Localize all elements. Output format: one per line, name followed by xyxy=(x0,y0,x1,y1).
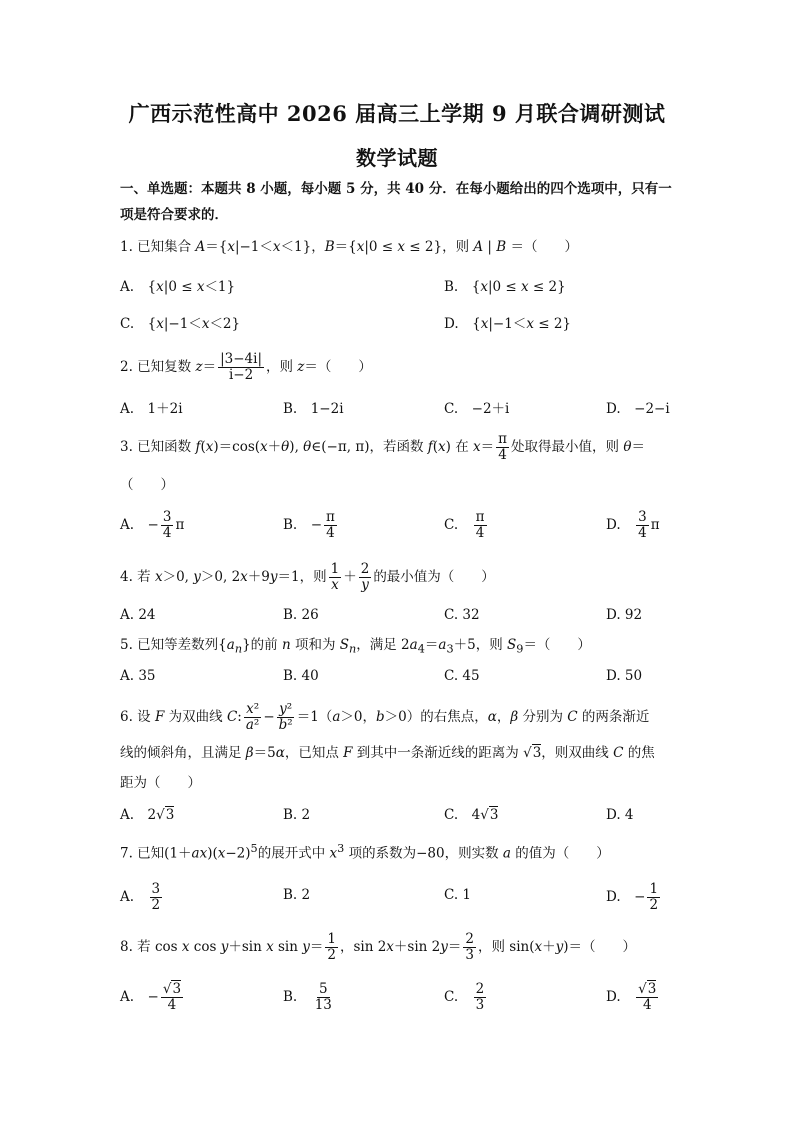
q4-option-a: A. 24 xyxy=(120,607,156,623)
q3-option-c: C. $\frac{\pi}{4}$ xyxy=(444,509,485,541)
q4-option-c: C. 32 xyxy=(444,607,480,623)
q2-option-d: D. −2−i xyxy=(606,401,670,417)
question-5: 5. 已知等差数列$\{a_n\}$的前 n 项和为 $S_n$，满足 $2a_4=a_3+5$，则 $S_9=$（ ） xyxy=(120,637,591,656)
q6-option-d: D. 4 xyxy=(606,807,634,823)
q5-option-b: B. 40 xyxy=(283,668,319,684)
q3-option-d: D. $\frac{3}{4}$ π xyxy=(606,509,660,541)
q8-option-a: A. − $\frac{√3}{4}$ xyxy=(120,981,182,1013)
q3-option-a: A. − $\frac{3}{4}$ π xyxy=(120,509,185,541)
question-6-line3: 距为（ ） xyxy=(120,775,201,791)
q1-option-c: C. {x|−1＜x＜2} xyxy=(120,316,241,332)
question-6: 6. 设 F 为双曲线 C: $\frac{\text{x²}}{\text{a²}}$ − $\frac{\text{y²}}{\text{b²}}$ ＝1（a＞0，b＞0）的右焦点，α，β 分别为 C 的两条渐近 xyxy=(120,701,650,733)
q7-option-a: A. $\frac{3}{2}$ xyxy=(120,881,161,913)
question-3-blank: （ ） xyxy=(120,477,174,493)
q4-option-d: D. 92 xyxy=(606,607,643,623)
q4-option-b: B. 26 xyxy=(283,607,319,623)
question-7: 7. 已知$(1+ax)(x-2)^5$的展开式中 $x^3$ 项的系数为−80，则实数 a 的值为（ ） xyxy=(120,842,610,862)
q2-option-a: A. 1＋2i xyxy=(120,401,183,417)
question-4: 4. 若 x＞0, y＞0, 2x＋9y＝1，则 $\frac{1}{x}$ ＋ $\frac{2}{y}$ 的最小值为（ ） xyxy=(120,561,495,593)
q7-option-b: B. 2 xyxy=(283,887,311,903)
section-heading: 一、单选题：本题共 8 小题，每小题 5 分，共 40 分．在每小题给出的四个选项中，只有一项是符合要求的． xyxy=(120,181,672,223)
q1-option-a: A. {x|0 ≤ x＜1} xyxy=(120,279,236,295)
q6-option-c: C. 4√3 xyxy=(444,807,499,823)
q5-option-c: C. 45 xyxy=(444,668,480,684)
q5-option-a: A. 35 xyxy=(120,668,156,684)
exam-title: 广西示范性高中 2026 届高三上学期 9 月联合调研测试 xyxy=(128,101,666,126)
question-3: 3. 已知函数 f(x)＝cos(x＋θ), θ∈(−π, π)，若函数 f(x) 在 x＝ $\frac{\pi}{4}$ 处取得最小值，则 θ＝ xyxy=(120,431,645,463)
q6-option-a: A. 2√3 xyxy=(120,807,175,823)
q7-option-d: D. − $\frac{1}{2}$ xyxy=(606,881,659,913)
question-8: 8. 若 cos x cos y＋sin x sin y＝ $\frac{1}{2}$ ，sin 2x＋sin 2y＝ $\frac{2}{3}$ ，则 sin(x＋y)＝（ ） xyxy=(120,931,637,963)
q6-option-b: B. 2 xyxy=(283,807,311,823)
q8-option-d: D. $\frac{√3}{4}$ xyxy=(606,981,657,1013)
q1-option-d: D. {x|−1＜x ≤ 2} xyxy=(444,316,572,332)
question-2: 2. 已知复数 z＝ $\frac{|3-4i|}{i-2}$ ，则 z＝（ ） xyxy=(120,351,372,383)
q7-option-c: C. 1 xyxy=(444,887,472,903)
q3-option-b: B. − $\frac{\pi}{4}$ xyxy=(283,509,335,541)
q5-option-d: D. 50 xyxy=(606,668,643,684)
q8-option-b: B. $\frac{5}{13}$ xyxy=(283,981,332,1013)
q2-option-b: B. 1−2i xyxy=(283,401,344,417)
question-1: 1. 已知集合 A＝{x|−1＜x＜1}，B＝{x|0 ≤ x ≤ 2}，则 A | B ＝（ ） xyxy=(120,239,578,255)
q1-option-b: B. {x|0 ≤ x ≤ 2} xyxy=(444,279,566,295)
exam-subtitle: 数学试题 xyxy=(356,146,438,170)
q8-option-c: C. $\frac{2}{3}$ xyxy=(444,981,485,1013)
q2-option-c: C. −2＋i xyxy=(444,401,510,417)
question-6-line2: 线的倾斜角，且满足 β＝5α，已知点 F 到其中一条渐近线的距离为 √3，则双曲线 C 的焦 xyxy=(120,745,655,761)
